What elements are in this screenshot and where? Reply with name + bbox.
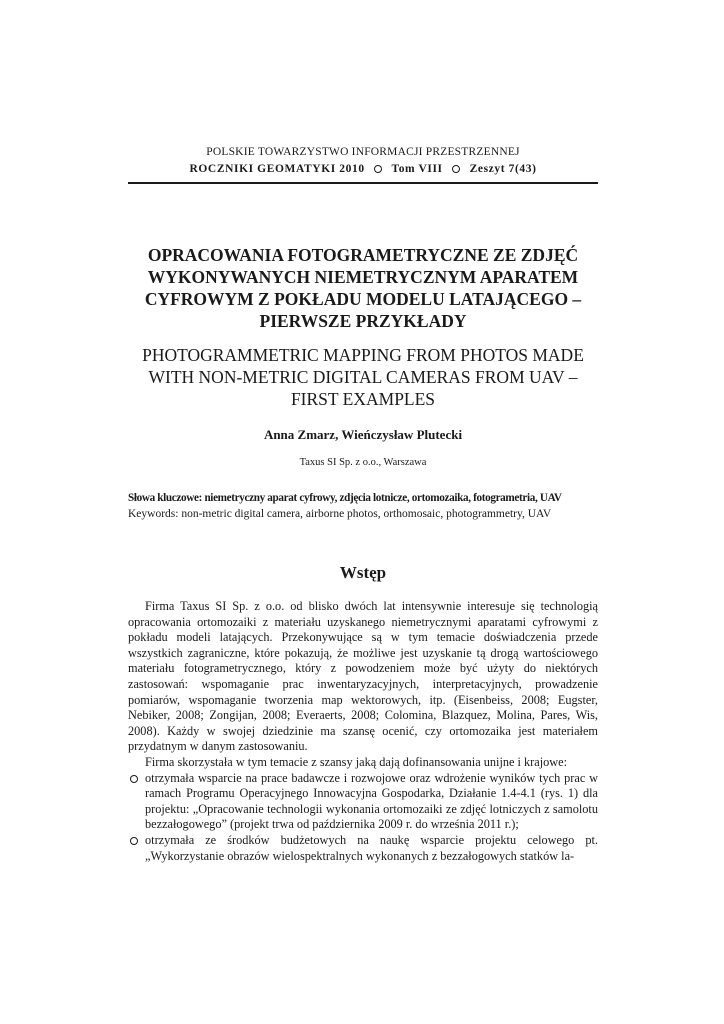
list-item-text: otrzymała ze środków budżetowych na naukę wsparcie projektu celowego pt. „Wykorzystanie obrazów wielospektralnych wykonanych z bezzałogowych statków la- bbox=[145, 832, 598, 863]
section-title: Wstęp bbox=[339, 563, 387, 582]
title-english: PHOTOGRAMMETRIC MAPPING FROM PHOTOS MADE WITH NON-METRIC DIGITAL CAMERAS FROM UAV – FIRST EXAMPLES bbox=[142, 345, 584, 409]
title-polish: OPRACOWANIA FOTOGRAMETRYCZNE ZE ZDJĘĆ WYKONYWANYCH NIEMETRYCZNYM APARATEM CYFROWYM Z POKŁADU MODELU LATAJĄCEGO – PIERWSZE PRZYKŁADY bbox=[144, 245, 582, 331]
journal-name: ROCZNIKI GEOMATYKI 2010 bbox=[189, 163, 365, 175]
society-name: POLSKIE TOWARZYSTWO INFORMACJI PRZESTRZENNEJ bbox=[206, 146, 520, 158]
keywords-polish: Słowa kluczowe: niemetryczny aparat cyfrowy, zdjęcia lotnicze, ortomozaika, fotogrametria, UAV bbox=[128, 492, 562, 504]
body-text bbox=[128, 599, 598, 864]
bullet-list bbox=[128, 771, 598, 865]
paragraph: Firma Taxus SI Sp. z o.o. od blisko dwóch lat intensywnie interesuje się technologią opracowania ortomozaiki z materiału uzyskanego niemetrycznymi aparatami cyfrowymi z pokładu modeli latających. Przekonywujące są w tym temacie doświadczenia przede wszystkich zagraniczne, które pokazują, że możliwe jest uzyskanie tą drogą wartościowego materiału fotogrametrycznego, który z powodzeniem może być użyty do niektórych zastosowań: wspomaganie prac inwentaryzacyjnych, interpretacyjnych, prowadzenie pomiarów, wspomaganie tworzenia map wektorowych, itp. (Eisenbeiss, 2008; Eugster, Nebiker, 2008; Zongijan, 2008; Everaerts, 2008; Colomina, Blazquez, Molina, Pares, Wis, 2008). Każdy w swojej dziedzinie ma szansę ocenić, czy ortomozaika jest materiałem przydatnym w danym zastosowaniu. bbox=[128, 599, 598, 754]
journal-info bbox=[128, 163, 598, 175]
circle-bullet-icon bbox=[130, 837, 138, 845]
list-item bbox=[128, 771, 598, 833]
journal-volume: Tom VIII bbox=[391, 163, 443, 175]
circle-separator-icon bbox=[452, 165, 460, 173]
list-item bbox=[128, 833, 598, 864]
circle-bullet-icon bbox=[130, 775, 138, 783]
keywords-english: Keywords: non-metric digital camera, airborne photos, orthomosaic, photogrammetry, UAV bbox=[128, 508, 552, 520]
affiliation: Taxus SI Sp. z o.o., Warszawa bbox=[299, 457, 427, 468]
journal-issue: Zeszyt 7(43) bbox=[469, 163, 537, 175]
circle-separator-icon bbox=[374, 165, 382, 173]
paragraph: Firma skorzystała w tym temacie z szansy jaką dają dofinansowania unijne i krajowe: bbox=[145, 754, 568, 769]
header-rule bbox=[128, 182, 598, 184]
authors: Anna Zmarz, Wieńczysław Plutecki bbox=[263, 427, 463, 442]
list-item-text: otrzymała wsparcie na prace badawcze i rozwojowe oraz wdrożenie wyników tych prac w ramach Programu Operacyjnego Innowacyjna Gospodarka, Działanie 1.4-4.1 (rys. 1) dla projektu: „Opracowanie technologii wykonania ortomozaiki ze zdjęć lotniczych z samolotu bezzałogowego” (projekt trwa od października 2009 r. do września 2011 r.); bbox=[145, 770, 598, 832]
